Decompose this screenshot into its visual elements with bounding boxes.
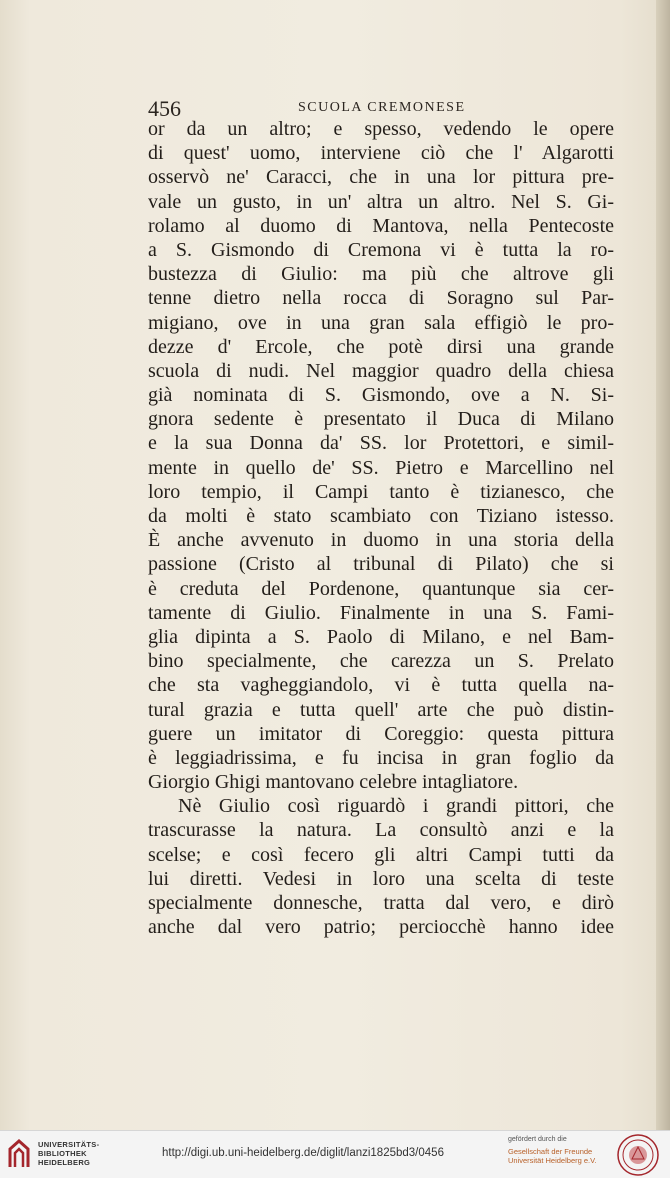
text-line: bino specialmente, che carezza un S. Prelato <box>148 650 614 673</box>
library-logo-icon[interactable] <box>8 1139 30 1169</box>
library-name: UNIVERSITÄTS- BIBLIOTHEK HEIDELBERG <box>38 1140 100 1167</box>
text-line: bustezza di Giulio: ma più che altrove gli <box>148 263 614 286</box>
text-line: da molti è stato scambiato con Tiziano istesso. <box>148 505 614 527</box>
text-line: mente in quello de' SS. Pietro e Marcellino nel <box>148 456 614 479</box>
body-text <box>148 117 614 939</box>
text-line: e la sua Donna da' SS. lor Protettori, e simil- <box>148 432 614 455</box>
text-line: Giorgio Ghigi mantovano celebre intagliatore. <box>148 771 519 794</box>
page-edge <box>656 0 670 1130</box>
sponsor-name[interactable]: Gesellschaft der Freunde Universität Heidelberg e.V. <box>508 1147 597 1165</box>
text-line: tural grazia e tutta quell' arte che può distin- <box>148 698 614 721</box>
text-line: di quest' uomo, interviene ciò che l' Algarotti <box>148 142 614 165</box>
university-seal-icon <box>616 1133 660 1177</box>
text-line: guere un imitator di Coreggio: questa pittura <box>148 722 614 745</box>
text-line: osservò ne' Caracci, che in una lor pittura pre- <box>148 166 614 189</box>
text-line: trascurasse la natura. La consultò anzi e la <box>148 819 614 842</box>
text-line: loro tempio, il Campi tanto è tizianesco, che <box>148 480 614 503</box>
text-line: passione (Cristo al tribunal di Pilato) che si <box>148 553 614 576</box>
text-line: lui diretti. Vedesi in loro una scelta di teste <box>148 867 614 890</box>
viewer-footer <box>0 1130 670 1178</box>
text-line: anche dal vero patrio; perciocchè hanno idee <box>148 916 614 939</box>
text-line: scelse; e così fecero gli altri Campi tutti da <box>148 843 614 866</box>
text-line: vale un gusto, in un' altra un altro. Nel S. Gi- <box>148 190 614 213</box>
text-line: specialmente donnesche, tratta dal vero, e dirò <box>148 892 614 914</box>
text-line: rolamo al duomo di Mantova, nella Pentecoste <box>148 214 614 237</box>
text-line: a S. Gismondo di Cremona vi è tutta la ro- <box>148 238 614 261</box>
text-line: tenne dietro nella rocca di Soragno sul Par- <box>148 287 614 310</box>
permalink-url[interactable]: http://digi.ub.uni-heidelberg.de/diglit/lanzi1825bd3/0456 <box>162 1147 444 1159</box>
text-line: che sta vagheggiandolo, vi è tutta quella na- <box>148 674 614 697</box>
text-line: glia dipinta a S. Paolo di Milano, e nel Bam- <box>148 625 614 648</box>
text-line: È anche avvenuto in duomo in una storia della <box>148 529 614 552</box>
text-line: migiano, ove in una gran sala effigiò le pro- <box>148 311 614 334</box>
text-line: già nominata di S. Gismondo, ove a N. Si- <box>148 384 614 407</box>
text-line: dezze d' Ercole, che potè dirsi una grande <box>148 335 614 358</box>
text-line: scuola di nudi. Nel maggior quadro della chiesa <box>148 359 614 382</box>
text-line: è creduta del Pordenone, quantunque sia cer- <box>148 577 614 600</box>
text-line: tamente di Giulio. Finalmente in una S. Fami- <box>148 601 614 624</box>
text-line: Nè Giulio così riguardò i grandi pittori, che <box>178 795 614 818</box>
text-line: è leggiadrissima, e fu incisa in gran foglio da <box>148 746 614 769</box>
text-line: or da un altro; e spesso, vedendo le opere <box>148 118 614 140</box>
page-number: 456 <box>148 96 181 121</box>
text-line: gnora sedente è presentato il Duca di Milano <box>148 408 614 431</box>
sponsor-label: gefördert durch die <box>508 1136 567 1143</box>
running-title: SCUOLA CREMONESE <box>298 100 466 115</box>
